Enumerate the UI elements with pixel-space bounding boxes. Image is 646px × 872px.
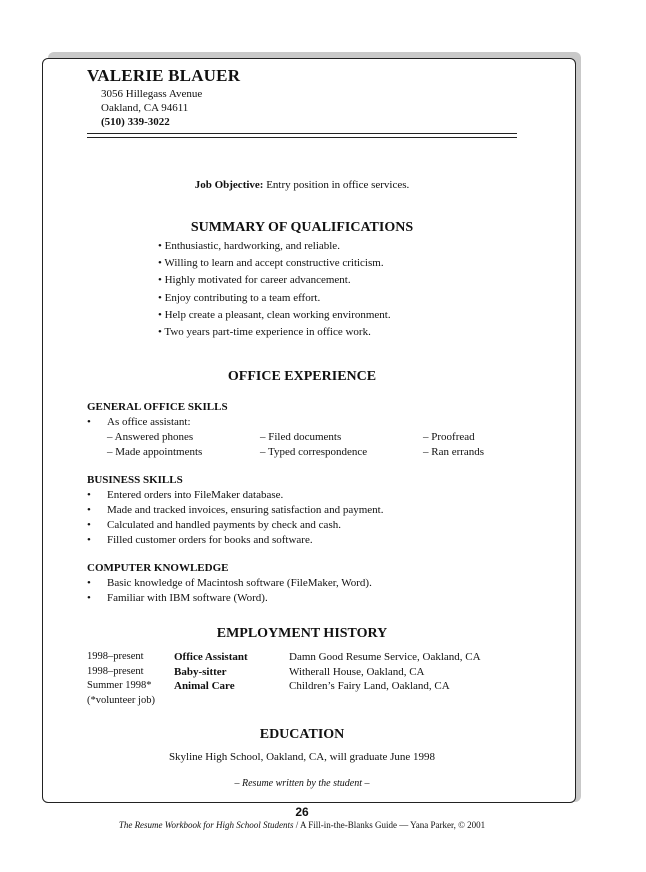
general-skills-intro: As office assistant:: [107, 416, 191, 428]
resume-credit: – Resume written by the student –: [234, 778, 370, 789]
bullet: •: [87, 504, 91, 516]
qualification-item: • Help create a pleasant, clean working environment.: [158, 309, 391, 321]
qualification-item: • Highly motivated for career advancement.: [158, 274, 351, 286]
education-heading: EDUCATION: [259, 727, 345, 742]
business-skill-item: Filled customer orders for books and software.: [107, 534, 313, 546]
header-rule-top: [87, 133, 517, 134]
employment-title: Office Assistant: [174, 651, 248, 663]
employment-dates: Summer 1998*: [87, 680, 152, 691]
book-footer: [0, 820, 604, 830]
job-objective-text: Entry position in office services.: [266, 179, 410, 191]
employment-dates: 1998–present: [87, 666, 144, 677]
bullet: •: [87, 534, 91, 546]
job-objective: [0, 179, 604, 191]
business-skill-item: Made and tracked invoices, ensuring satisfaction and payment.: [107, 504, 384, 516]
business-skills-title: BUSINESS SKILLS: [87, 474, 183, 486]
qualification-item: • Enthusiastic, hardworking, and reliable.: [158, 240, 340, 252]
qualification-item: • Two years part-time experience in office work.: [158, 326, 371, 338]
employment-title: Baby-sitter: [174, 666, 227, 678]
book-footer-rest: / A Fill-in-the-Blanks Guide — Yana Parker, © 2001: [293, 820, 486, 830]
employment-heading: EMPLOYMENT HISTORY: [216, 626, 388, 641]
employment-place: Witherall House, Oakland, CA: [289, 666, 425, 678]
business-skill-item: Entered orders into FileMaker database.: [107, 489, 284, 501]
skill-item: – Filed documents: [260, 431, 342, 443]
education-text: Skyline High School, Oakland, CA, will graduate June 1998: [168, 751, 436, 763]
bullet: •: [87, 577, 91, 589]
employment-title: Animal Care: [174, 680, 235, 692]
book-title: The Resume Workbook for High School Students: [118, 820, 294, 830]
business-skill-item: Calculated and handled payments by check and cash.: [107, 519, 341, 531]
qualification-item: • Willing to learn and accept constructive criticism.: [158, 257, 384, 269]
job-objective-label: Job Objective:: [194, 179, 264, 191]
page-number: 26: [295, 805, 309, 819]
skill-item: – Proofread: [423, 431, 475, 443]
phone-number: (510) 339-3022: [101, 116, 170, 128]
employment-place: Damn Good Resume Service, Oakland, CA: [289, 651, 481, 663]
bullet: •: [87, 519, 91, 531]
employment-place: Children’s Fairy Land, Oakland, CA: [289, 680, 450, 692]
volunteer-note: (*volunteer job): [87, 695, 155, 706]
qualification-item: • Enjoy contributing to a team effort.: [158, 292, 321, 304]
bullet: •: [87, 489, 91, 501]
header-rule-bottom: [87, 137, 517, 138]
general-skills-title: GENERAL OFFICE SKILLS: [87, 401, 228, 413]
skill-item: – Answered phones: [107, 431, 194, 443]
computer-knowledge-item: Familiar with IBM software (Word).: [107, 592, 268, 604]
address-line-2: Oakland, CA 94611: [101, 102, 189, 114]
address-line-1: 3056 Hillegass Avenue: [101, 88, 203, 100]
skill-item: – Ran errands: [423, 446, 485, 458]
computer-knowledge-item: Basic knowledge of Macintosh software (FileMaker, Word).: [107, 577, 372, 589]
bullet: •: [87, 592, 91, 604]
computer-knowledge-title: COMPUTER KNOWLEDGE: [87, 562, 229, 574]
skill-item: – Made appointments: [107, 446, 203, 458]
employment-dates: 1998–present: [87, 651, 144, 662]
skill-item: – Typed correspondence: [260, 446, 368, 458]
applicant-name: VALERIE BLAUER: [87, 66, 241, 85]
qualifications-heading: SUMMARY OF QUALIFICATIONS: [190, 220, 414, 235]
bullet: •: [87, 416, 91, 428]
experience-heading: OFFICE EXPERIENCE: [227, 369, 377, 384]
